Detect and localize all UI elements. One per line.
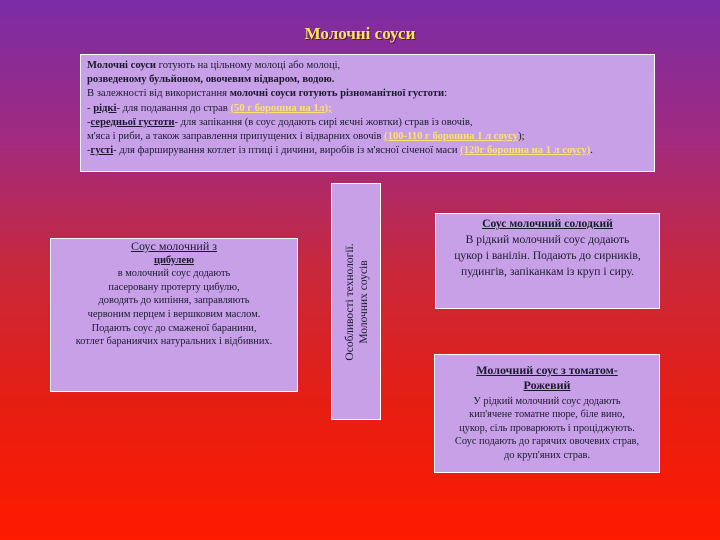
sweet-sauce-line: В рідкий молочний соус додають — [465, 233, 630, 246]
onion-sauce-panel — [50, 238, 298, 392]
term-thick: густі — [90, 145, 114, 157]
technology-label-panel — [331, 183, 381, 420]
intro-panel — [80, 54, 655, 172]
intro-line-5: -середньої густоти- для запікання (в соус додають сирі яєчні жовтки) страв із овочів, — [87, 116, 473, 128]
ratio-thin: (50 г борошна на 1л); — [230, 102, 332, 114]
intro-line-6: м'яса і риби, а також заправлення припущених і відварних овочів (100-110 г борошна 1 л соусу); — [87, 131, 525, 143]
onion-sauce-heading: Соус молочний з — [130, 239, 218, 253]
intro-line-4: - рідкі- для подавання до страв (50 г борошна на 1л); — [87, 102, 332, 114]
onion-sauce-line: котлет бараниячих натуральних і відбивних. — [75, 336, 273, 348]
intro-line-1: Молочні соуси готують на цільному молоці або молоці, — [87, 60, 341, 71]
term-thin: рідкі — [93, 102, 117, 114]
sweet-sauce-heading: Соус молочний солодкий — [482, 217, 613, 230]
page-title: Молочні соуси — [304, 24, 416, 43]
onion-sauce-line: доводять до кипіння, заправляють — [98, 295, 250, 307]
tomato-sauce-line: до круп'яних страв. — [503, 449, 591, 461]
intro-line-7: -густі- для фарширування котлет із птиці і дичини, виробів із м'ясної січеної маси (120г борошна на 1 л соусу). — [87, 145, 593, 157]
term-medium: середньої густоти — [90, 116, 175, 128]
onion-sauce-line: Подають соус до смаженої баранини, — [91, 322, 257, 334]
technology-label: Особливості технології. Молочних соусів — [344, 243, 370, 361]
ratio-thick: (120г борошна на 1 л соусу) — [460, 145, 591, 157]
onion-sauce-line: пасеровану протерту цибулю, — [108, 281, 240, 293]
tomato-sauce-line: Соус подають до гарячих овочевих страв, — [454, 436, 640, 448]
onion-sauce-subheading: цибулею — [153, 254, 195, 266]
tomato-sauce-heading: Молочний соус з томатом- Рожевий — [476, 363, 618, 392]
onion-sauce-line: в молочний соус додають — [117, 268, 231, 280]
intro-line-2: розведеному бульйоном, овочевим відваром, водою. — [87, 74, 335, 86]
tomato-sauce-line: У рідкий молочний соус додають — [473, 396, 621, 407]
tomato-sauce-panel — [434, 354, 660, 473]
sweet-sauce-line: пудингів, запіканкам із круп і сиру. — [461, 265, 634, 278]
onion-sauce-line: червоним перцем і вершковим маслом. — [87, 308, 261, 320]
tomato-sauce-line: цукор, сіль проварюють і проціджують. — [459, 422, 635, 434]
sweet-sauce-panel — [435, 213, 660, 309]
intro-line-3: В залежності від використання молочні соуси готують різноманітної густоти: — [87, 88, 448, 100]
sweet-sauce-line: цукор і ванілін. Подають до сирників, — [454, 249, 641, 262]
tomato-sauce-line: кип'ячене томатне пюре, біле вино, — [469, 409, 625, 421]
ratio-medium: (100-110 г борошна 1 л соусу — [384, 131, 519, 143]
